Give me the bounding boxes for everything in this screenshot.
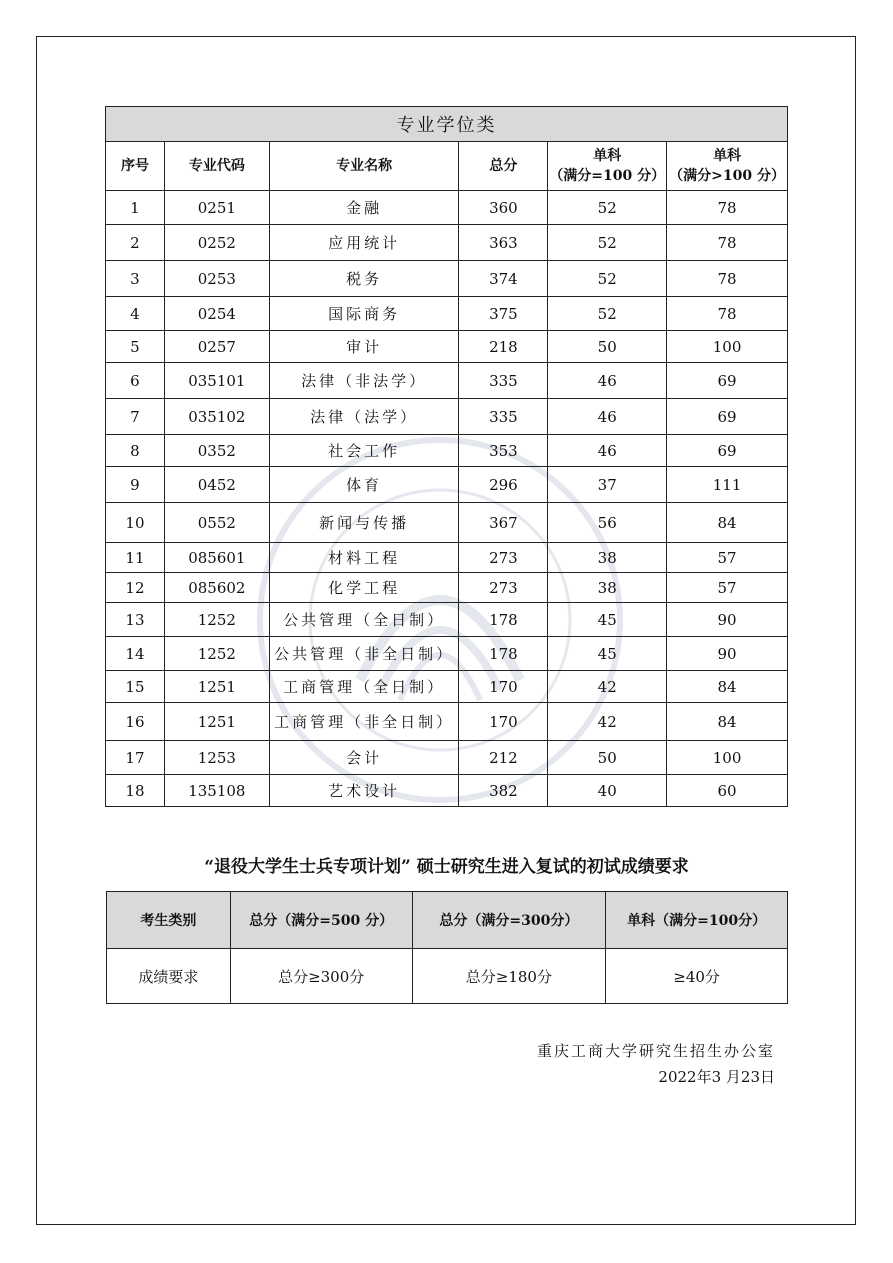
cell-single-gt100: 57	[667, 573, 788, 603]
section-title: 专业学位类	[106, 107, 788, 142]
cell-single-100: 45	[548, 603, 667, 637]
cell-no: 15	[106, 671, 165, 703]
cell-name: 社会工作	[269, 435, 459, 467]
cell-code: 0452	[164, 467, 269, 503]
table-row	[106, 331, 788, 363]
cell-single-gt100: 69	[667, 363, 788, 399]
cell-single-gt100: 69	[667, 399, 788, 435]
req-total-300: 总分≥180分	[412, 949, 606, 1004]
cell-no: 12	[106, 573, 165, 603]
cell-no: 13	[106, 603, 165, 637]
table-row	[106, 467, 788, 503]
req-category: 成绩要求	[107, 949, 231, 1004]
table-row	[106, 775, 788, 807]
header-single-gt100-line2: （满分>100 分）	[669, 168, 785, 184]
cell-no: 11	[106, 543, 165, 573]
cell-single-100: 46	[548, 363, 667, 399]
cell-total: 374	[459, 261, 548, 297]
cell-single-100: 45	[548, 637, 667, 671]
cell-name: 审计	[269, 331, 459, 363]
cell-no: 7	[106, 399, 165, 435]
cell-name: 金融	[269, 191, 459, 225]
cell-single-gt100: 78	[667, 191, 788, 225]
cell-code: 135108	[164, 775, 269, 807]
cell-single-100: 46	[548, 399, 667, 435]
table-row	[106, 573, 788, 603]
table-row	[106, 637, 788, 671]
cell-total: 170	[459, 671, 548, 703]
cell-no: 6	[106, 363, 165, 399]
cell-name: 法律（非法学）	[269, 363, 459, 399]
cell-code: 035102	[164, 399, 269, 435]
header-no: 序号	[106, 142, 165, 191]
cell-single-100: 56	[548, 503, 667, 543]
cell-code: 0257	[164, 331, 269, 363]
table-row	[106, 543, 788, 573]
cell-total: 178	[459, 637, 548, 671]
header-name: 专业名称	[269, 142, 459, 191]
cell-single-gt100: 60	[667, 775, 788, 807]
cell-code: 0252	[164, 225, 269, 261]
cell-no: 3	[106, 261, 165, 297]
table-row	[106, 671, 788, 703]
veteran-requirements-table	[106, 891, 788, 1004]
cell-single-gt100: 69	[667, 435, 788, 467]
cell-total: 353	[459, 435, 548, 467]
header-single-gt100-line1: 单科	[713, 148, 742, 164]
table-row	[106, 503, 788, 543]
cell-name: 新闻与传播	[269, 503, 459, 543]
header-single-100	[548, 142, 667, 191]
cell-total: 382	[459, 775, 548, 807]
cell-name: 体育	[269, 467, 459, 503]
header-single-gt100	[667, 142, 788, 191]
header-category: 考生类别	[107, 892, 231, 949]
issuing-office: 重庆工商大学研究生招生办公室	[536, 1042, 775, 1060]
cell-single-100: 40	[548, 775, 667, 807]
cell-name: 税务	[269, 261, 459, 297]
requirements-header-row	[107, 892, 788, 949]
cell-single-100: 52	[548, 297, 667, 331]
cell-code: 085602	[164, 573, 269, 603]
cell-single-gt100: 90	[667, 603, 788, 637]
cell-single-gt100: 84	[667, 671, 788, 703]
cell-single-gt100: 111	[667, 467, 788, 503]
table-row	[106, 261, 788, 297]
cell-total: 296	[459, 467, 548, 503]
header-code: 专业代码	[164, 142, 269, 191]
header-total-300: 总分（满分=300分）	[412, 892, 606, 949]
professional-degree-table	[105, 106, 788, 807]
cell-total: 360	[459, 191, 548, 225]
cell-total: 218	[459, 331, 548, 363]
table-row	[106, 297, 788, 331]
cell-name: 材料工程	[269, 543, 459, 573]
header-total: 总分	[459, 142, 548, 191]
cell-code: 1252	[164, 637, 269, 671]
cell-single-100: 52	[548, 225, 667, 261]
cell-code: 0352	[164, 435, 269, 467]
table-row	[106, 225, 788, 261]
header-total-500: 总分（满分=500 分）	[230, 892, 412, 949]
header-single-100-req: 单科（满分=100分）	[606, 892, 788, 949]
cell-code: 1251	[164, 703, 269, 741]
req-single-100: ≥40分	[606, 949, 788, 1004]
cell-total: 335	[459, 399, 548, 435]
table-row	[106, 741, 788, 775]
cell-no: 9	[106, 467, 165, 503]
cell-name: 国际商务	[269, 297, 459, 331]
cell-code: 1251	[164, 671, 269, 703]
header-single-100-line2: （满分=100 分）	[549, 168, 666, 184]
cell-single-100: 52	[548, 261, 667, 297]
cell-single-gt100: 84	[667, 703, 788, 741]
issue-date: 2022年3 月23日	[658, 1068, 775, 1086]
cell-name: 会计	[269, 741, 459, 775]
cell-single-gt100: 100	[667, 331, 788, 363]
cell-single-100: 46	[548, 435, 667, 467]
cell-name: 工商管理（全日制）	[269, 671, 459, 703]
cell-single-100: 50	[548, 741, 667, 775]
cell-code: 085601	[164, 543, 269, 573]
cell-name: 工商管理（非全日制）	[269, 703, 459, 741]
cell-single-gt100: 84	[667, 503, 788, 543]
cell-total: 363	[459, 225, 548, 261]
cell-single-100: 42	[548, 671, 667, 703]
cell-code: 035101	[164, 363, 269, 399]
cell-single-100: 37	[548, 467, 667, 503]
cell-code: 1252	[164, 603, 269, 637]
cell-single-gt100: 78	[667, 261, 788, 297]
cell-single-100: 38	[548, 573, 667, 603]
cell-code: 0254	[164, 297, 269, 331]
table-row	[106, 191, 788, 225]
cell-total: 367	[459, 503, 548, 543]
cell-name: 公共管理（非全日制）	[269, 637, 459, 671]
cell-code: 0552	[164, 503, 269, 543]
cell-total: 375	[459, 297, 548, 331]
table-row	[106, 363, 788, 399]
table-row	[106, 603, 788, 637]
cell-total: 335	[459, 363, 548, 399]
table-header-row	[106, 142, 788, 191]
cell-no: 17	[106, 741, 165, 775]
cell-name: 化学工程	[269, 573, 459, 603]
cell-code: 0251	[164, 191, 269, 225]
cell-no: 1	[106, 191, 165, 225]
cell-no: 14	[106, 637, 165, 671]
cell-single-100: 52	[548, 191, 667, 225]
cell-name: 艺术设计	[269, 775, 459, 807]
cell-no: 8	[106, 435, 165, 467]
cell-no: 18	[106, 775, 165, 807]
cell-code: 0253	[164, 261, 269, 297]
cell-single-gt100: 90	[667, 637, 788, 671]
cell-no: 2	[106, 225, 165, 261]
cell-name: 应用统计	[269, 225, 459, 261]
cell-single-100: 50	[548, 331, 667, 363]
cell-single-100: 42	[548, 703, 667, 741]
req-total-500: 总分≥300分	[230, 949, 412, 1004]
table-row	[106, 399, 788, 435]
cell-single-gt100: 78	[667, 225, 788, 261]
cell-total: 178	[459, 603, 548, 637]
cell-code: 1253	[164, 741, 269, 775]
cell-single-gt100: 57	[667, 543, 788, 573]
table-row	[106, 435, 788, 467]
cell-no: 5	[106, 331, 165, 363]
table-row	[106, 703, 788, 741]
cell-single-100: 38	[548, 543, 667, 573]
header-single-100-line1: 单科	[593, 148, 622, 164]
cell-name: 公共管理（全日制）	[269, 603, 459, 637]
cell-single-gt100: 78	[667, 297, 788, 331]
cell-total: 273	[459, 573, 548, 603]
second-section-title: “退役大学生士兵专项计划” 硕士研究生进入复试的初试成绩要求	[204, 857, 689, 877]
cell-single-gt100: 100	[667, 741, 788, 775]
cell-total: 273	[459, 543, 548, 573]
cell-total: 170	[459, 703, 548, 741]
cell-no: 4	[106, 297, 165, 331]
cell-no: 16	[106, 703, 165, 741]
requirements-row	[107, 949, 788, 1004]
cell-no: 10	[106, 503, 165, 543]
cell-total: 212	[459, 741, 548, 775]
cell-name: 法律（法学）	[269, 399, 459, 435]
